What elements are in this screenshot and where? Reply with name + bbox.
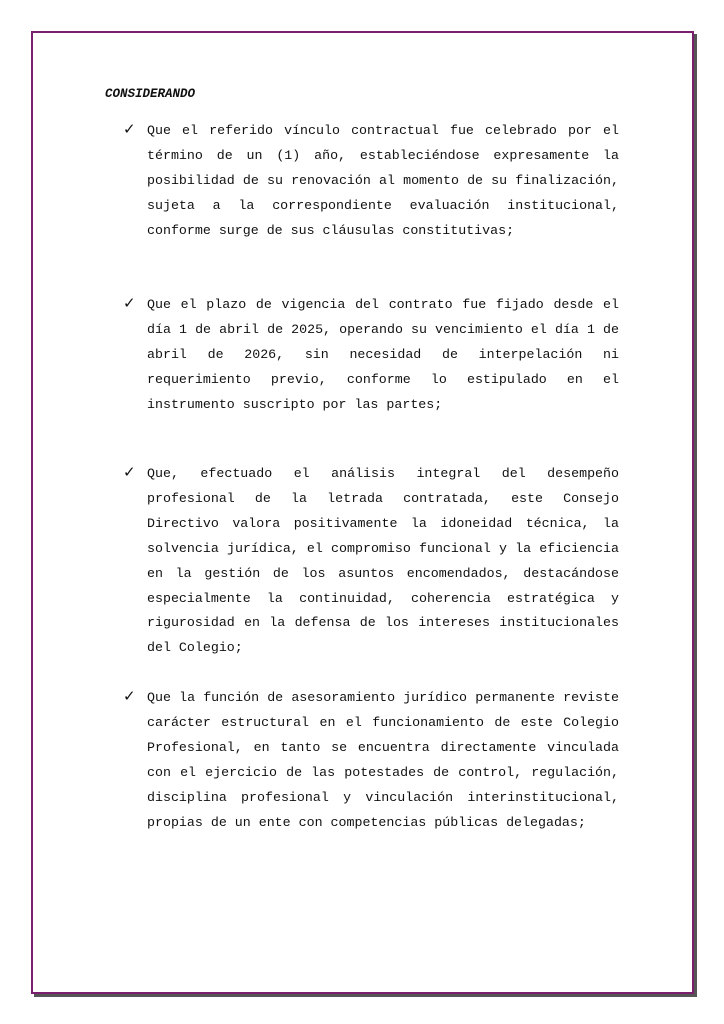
checkmark-icon: ✓ — [123, 294, 136, 312]
clause-item — [125, 119, 619, 244]
checkmark-icon: ✓ — [123, 463, 136, 481]
clause-text: Que, efectuado el análisis integral del desempeño profesional de la letrada contratada, este Consejo Directivo valora positivamente la idoneidad técnica, la solvencia jurídica, el compromiso funcional y la eficiencia en la gestión de los asuntos encomendados, destacándose especialmente la continuidad, coherencia estratégica y rigurosidad en la defensa de los intereses institucionales del Colegio; — [147, 466, 619, 656]
clause-text: Que la función de asesoramiento jurídico permanente reviste carácter estructural en el funcionamiento de este Colegio Profesional, en tanto se encuentra directamente vinculada con el ejercicio de las potestades de control, regulación, disciplina profesional y vinculación interinstitucional, propias de un ente con competencias públicas delegadas; — [147, 690, 619, 830]
clause-text: Que el plazo de vigencia del contrato fue fijado desde el día 1 de abril de 2025, operando su vencimiento el día 1 de abril de 2026, sin necesidad de interpelación ni requerimiento previo, conforme lo estipulado en el instrumento suscripto por las partes; — [147, 297, 619, 412]
document-page — [31, 31, 694, 994]
clause-item — [125, 686, 619, 835]
section-heading: CONSIDERANDO — [105, 87, 196, 101]
clause-text: Que el referido vínculo contractual fue celebrado por el término de un (1) año, estableciéndose expresamente la posibilidad de su renovación al momento de su finalización, sujeta a la correspondiente evaluación institucional, conforme surge de sus cláusulas constitutivas; — [147, 123, 619, 238]
clause-item — [125, 293, 619, 418]
checkmark-icon: ✓ — [123, 687, 136, 705]
clause-item — [125, 462, 619, 661]
checkmark-icon: ✓ — [123, 120, 136, 138]
